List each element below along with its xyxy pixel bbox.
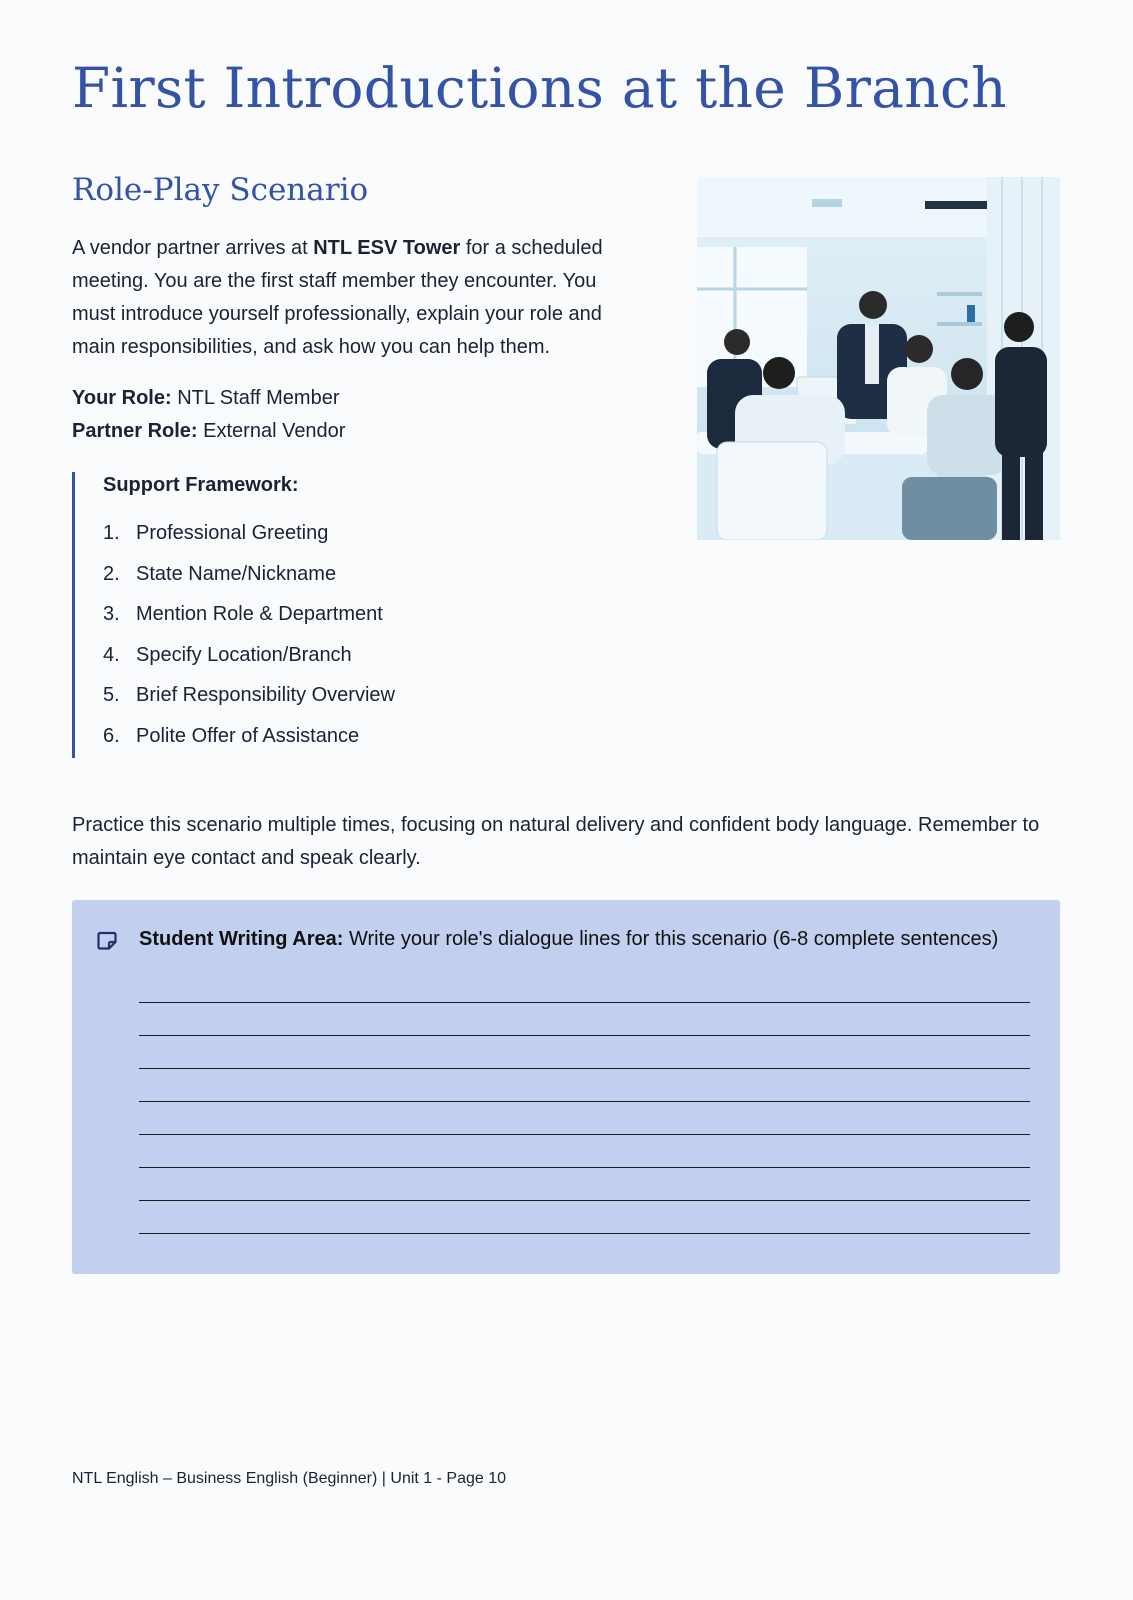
framework-item-number: 4. bbox=[103, 643, 120, 666]
framework-item-label: Mention Role & Department bbox=[136, 603, 383, 625]
framework-item bbox=[103, 594, 632, 635]
writing-line[interactable] bbox=[139, 1101, 1030, 1102]
framework-item-label: State Name/Nickname bbox=[136, 562, 337, 585]
writing-line[interactable] bbox=[139, 1002, 1030, 1003]
framework-item bbox=[103, 513, 632, 554]
partner-role bbox=[72, 415, 632, 448]
student-writing-area[interactable] bbox=[72, 900, 1060, 1274]
location-name: NTL ESV Tower bbox=[313, 237, 461, 259]
writing-prompt bbox=[139, 928, 998, 951]
writing-area-label: Student Writing Area: bbox=[139, 928, 344, 950]
section-heading: Role-Play Scenario bbox=[72, 172, 369, 208]
framework-title: Support Framework: bbox=[103, 474, 299, 496]
writing-line[interactable] bbox=[139, 1200, 1030, 1201]
writing-line[interactable] bbox=[139, 1035, 1030, 1036]
your-role-value: NTL Staff Member bbox=[171, 387, 340, 409]
framework-item-number: 3. bbox=[103, 603, 120, 625]
framework-item bbox=[103, 675, 632, 716]
partner-role-label: Partner Role: bbox=[72, 420, 198, 442]
framework-list bbox=[103, 513, 632, 756]
support-framework bbox=[72, 472, 632, 758]
framework-item-label: Specify Location/Branch bbox=[136, 643, 352, 666]
writing-area-instruction: Write your role's dialogue lines for this scenario (6-8 complete sentences) bbox=[343, 928, 999, 950]
page-footer: NTL English – Business English (Beginner) | Unit 1 - Page 10 bbox=[72, 1470, 507, 1487]
framework-item-number: 6. bbox=[103, 724, 120, 747]
framework-item bbox=[103, 716, 632, 757]
framework-item-number: 2. bbox=[103, 562, 120, 585]
writing-line[interactable] bbox=[139, 1068, 1030, 1069]
page-title: First Introductions at the Branch bbox=[72, 56, 1007, 120]
office-meeting-photo bbox=[697, 177, 1060, 540]
intro-text-end: for a scheduled meeting. You are the first staff member they encounter. You must introduce yourself professionally, explain your role and main responsibilities, and ask how you can help them. bbox=[72, 237, 603, 358]
framework-item bbox=[103, 635, 632, 676]
writing-line[interactable] bbox=[139, 1233, 1030, 1234]
framework-item-label: Brief Responsibility Overview bbox=[136, 684, 395, 706]
framework-item-number: 1. bbox=[103, 522, 120, 544]
note-icon bbox=[96, 930, 118, 952]
framework-item-label: Polite Offer of Assistance bbox=[136, 724, 360, 747]
scenario-section bbox=[72, 172, 632, 758]
scenario-description bbox=[72, 232, 632, 364]
intro-text-start: A vendor partner arrives at bbox=[72, 237, 314, 259]
practice-instructions: Practice this scenario multiple times, focusing on natural delivery and confident body language. Remember to maintain eye contact and speak clearly. bbox=[72, 814, 1040, 869]
framework-item-number: 5. bbox=[103, 684, 120, 706]
framework-item-label: Professional Greeting bbox=[136, 522, 329, 544]
framework-item bbox=[103, 554, 632, 595]
writing-line[interactable] bbox=[139, 1167, 1030, 1168]
your-role-label: Your Role: bbox=[72, 387, 172, 409]
your-role bbox=[72, 382, 632, 415]
role-assignments bbox=[72, 382, 632, 448]
partner-role-value: External Vendor bbox=[197, 420, 346, 442]
writing-line[interactable] bbox=[139, 1134, 1030, 1135]
